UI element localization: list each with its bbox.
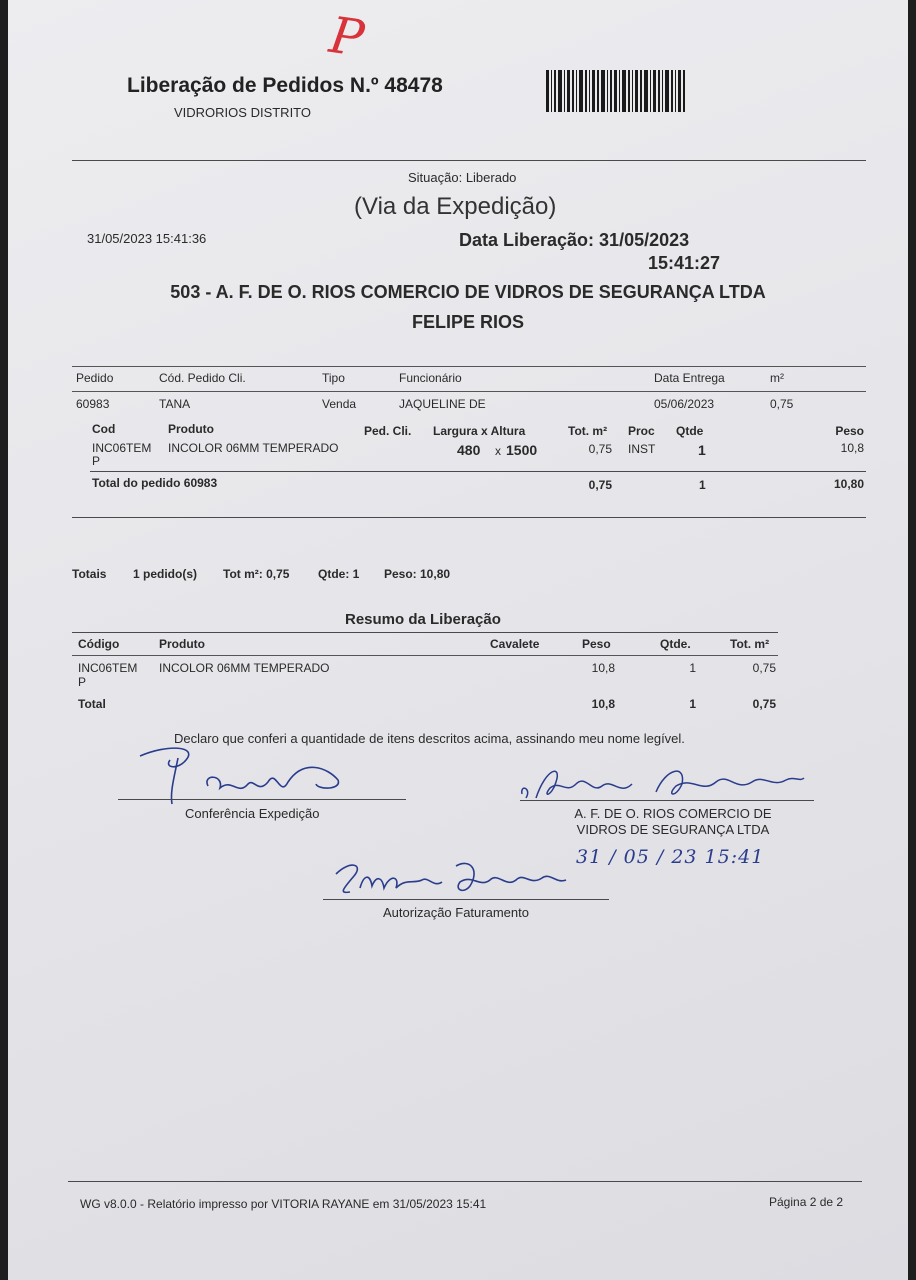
col-data-entrega: Data Entrega — [654, 371, 725, 385]
summary-col-peso: Peso — [582, 637, 611, 651]
client-name: 503 - A. F. DE O. RIOS COMERCIO DE VIDROS DE SEGURANÇA LTDA — [170, 282, 766, 302]
order-top-rule — [72, 366, 866, 367]
item-col-produto: Produto — [168, 422, 214, 436]
order-header-rule — [72, 391, 866, 392]
item-col-qtde: Qtde — [676, 424, 704, 438]
col-funcionario: Funcionário — [399, 371, 462, 385]
summary-produto: INCOLOR 06MM TEMPERADO — [159, 661, 330, 675]
summary-col-codigo: Código — [78, 637, 120, 651]
signature-line-autorizacao — [323, 899, 609, 900]
order-cod-cli: TANA — [159, 397, 191, 411]
summary-header-rule — [72, 655, 778, 656]
order-data-entrega: 05/06/2023 — [654, 397, 715, 411]
item-peso: 10,8 — [840, 441, 864, 455]
item-tot-m2: 0,75 — [588, 442, 612, 456]
signature-autorizacao — [330, 854, 580, 904]
summary-total-peso: 10,8 — [591, 697, 615, 711]
item-proc: INST — [628, 442, 656, 456]
signature-line-conferencia — [118, 799, 406, 800]
item-col-peso: Peso — [835, 424, 864, 438]
summary-tot-m2: 0,75 — [752, 661, 776, 675]
item-col-largura-altura: Largura x Altura — [433, 424, 526, 438]
item-cod-line2: P — [92, 454, 101, 468]
order-total-qtde: 1 — [699, 478, 706, 492]
item-qtde: 1 — [698, 442, 706, 458]
col-tipo: Tipo — [322, 371, 345, 385]
status-text: Situação: Liberado — [408, 170, 517, 185]
summary-title: Resumo da Liberação — [345, 611, 501, 628]
barcode — [546, 70, 686, 112]
footer-left: WG v8.0.0 - Relatório impresso por VITORIA RAYANE em 31/05/2023 15:41 — [80, 1197, 487, 1211]
summary-qtde: 1 — [689, 661, 696, 675]
item-largura: 480 — [457, 442, 481, 458]
liberation-date: Data Liberação: 31/05/2023 — [459, 230, 690, 250]
item-x: x — [495, 444, 501, 458]
order-tipo: Venda — [322, 397, 357, 411]
summary-peso: 10,8 — [591, 661, 615, 675]
footer-page: Página 2 de 2 — [769, 1195, 844, 1209]
col-cod-cli: Cód. Pedido Cli. — [159, 371, 246, 385]
summary-codigo-line2: P — [78, 675, 87, 689]
summary-col-qtde: Qtde. — [660, 637, 691, 651]
item-cod-line1: INC06TEM — [92, 441, 152, 455]
totals-tot-m2: Tot m²: 0,75 — [223, 567, 290, 581]
summary-total-tot-m2: 0,75 — [752, 697, 776, 711]
col-pedido: Pedido — [76, 371, 114, 385]
order-funcionario: JAQUELINE DE — [399, 397, 486, 411]
totals-peso: Peso: 10,80 — [384, 567, 451, 581]
summary-codigo-line1: INC06TEM — [78, 661, 138, 675]
client-signature-line1: A. F. DE O. RIOS COMERCIO DE — [574, 806, 772, 821]
summary-col-produto: Produto — [159, 637, 205, 651]
order-total-tot-m2: 0,75 — [588, 478, 612, 492]
document-title: Liberação de Pedidos N.º 48478 — [127, 74, 443, 97]
item-altura: 1500 — [506, 442, 538, 458]
document-page — [8, 0, 908, 1280]
item-col-cod: Cod — [92, 422, 116, 436]
order-bottom-rule — [72, 517, 866, 518]
order-pedido: 60983 — [76, 397, 110, 411]
footer-rule — [68, 1181, 862, 1182]
totals-label: Totais — [72, 567, 107, 581]
item-col-tot-m2: Tot. m² — [568, 424, 608, 438]
signature-conferencia — [128, 738, 368, 808]
red-mark: P — [326, 5, 368, 69]
item-col-ped-cli: Ped. Cli. — [364, 424, 412, 438]
summary-col-cavalete: Cavalete — [490, 637, 540, 651]
printed-at: 31/05/2023 15:41:36 — [87, 231, 207, 246]
item-total-rule — [90, 471, 866, 472]
summary-top-rule — [72, 632, 778, 633]
client-signature-line2: VIDROS DE SEGURANÇA LTDA — [576, 822, 770, 837]
liberation-time: 15:41:27 — [648, 253, 721, 273]
summary-col-tot-m2: Tot. m² — [730, 637, 770, 651]
totals-qtde: Qtde: 1 — [318, 567, 360, 581]
signature-line-client — [520, 800, 814, 801]
conferencia-label: Conferência Expedição — [185, 806, 320, 821]
declaration-text: Declaro que conferi a quantidade de itens descritos acima, assinando meu nome legível. — [174, 731, 685, 746]
handwritten-date: 31 / 05 / 23 15:41 — [576, 846, 765, 868]
col-m2: m² — [770, 371, 784, 385]
company-name: VIDRORIOS DISTRITO — [174, 105, 311, 120]
order-m2: 0,75 — [770, 397, 794, 411]
via-text: (Via da Expedição) — [354, 193, 557, 220]
client-contact: FELIPE RIOS — [411, 312, 525, 332]
summary-total-label: Total — [78, 697, 106, 711]
order-total-peso: 10,80 — [833, 477, 864, 491]
header-rule — [72, 160, 866, 161]
totals-pedidos: 1 pedido(s) — [133, 567, 198, 581]
item-col-proc: Proc — [628, 424, 655, 438]
order-total-label: Total do pedido 60983 — [92, 476, 218, 490]
autorizacao-label: Autorização Faturamento — [383, 905, 529, 920]
item-produto: INCOLOR 06MM TEMPERADO — [168, 441, 339, 455]
summary-total-qtde: 1 — [689, 697, 696, 711]
